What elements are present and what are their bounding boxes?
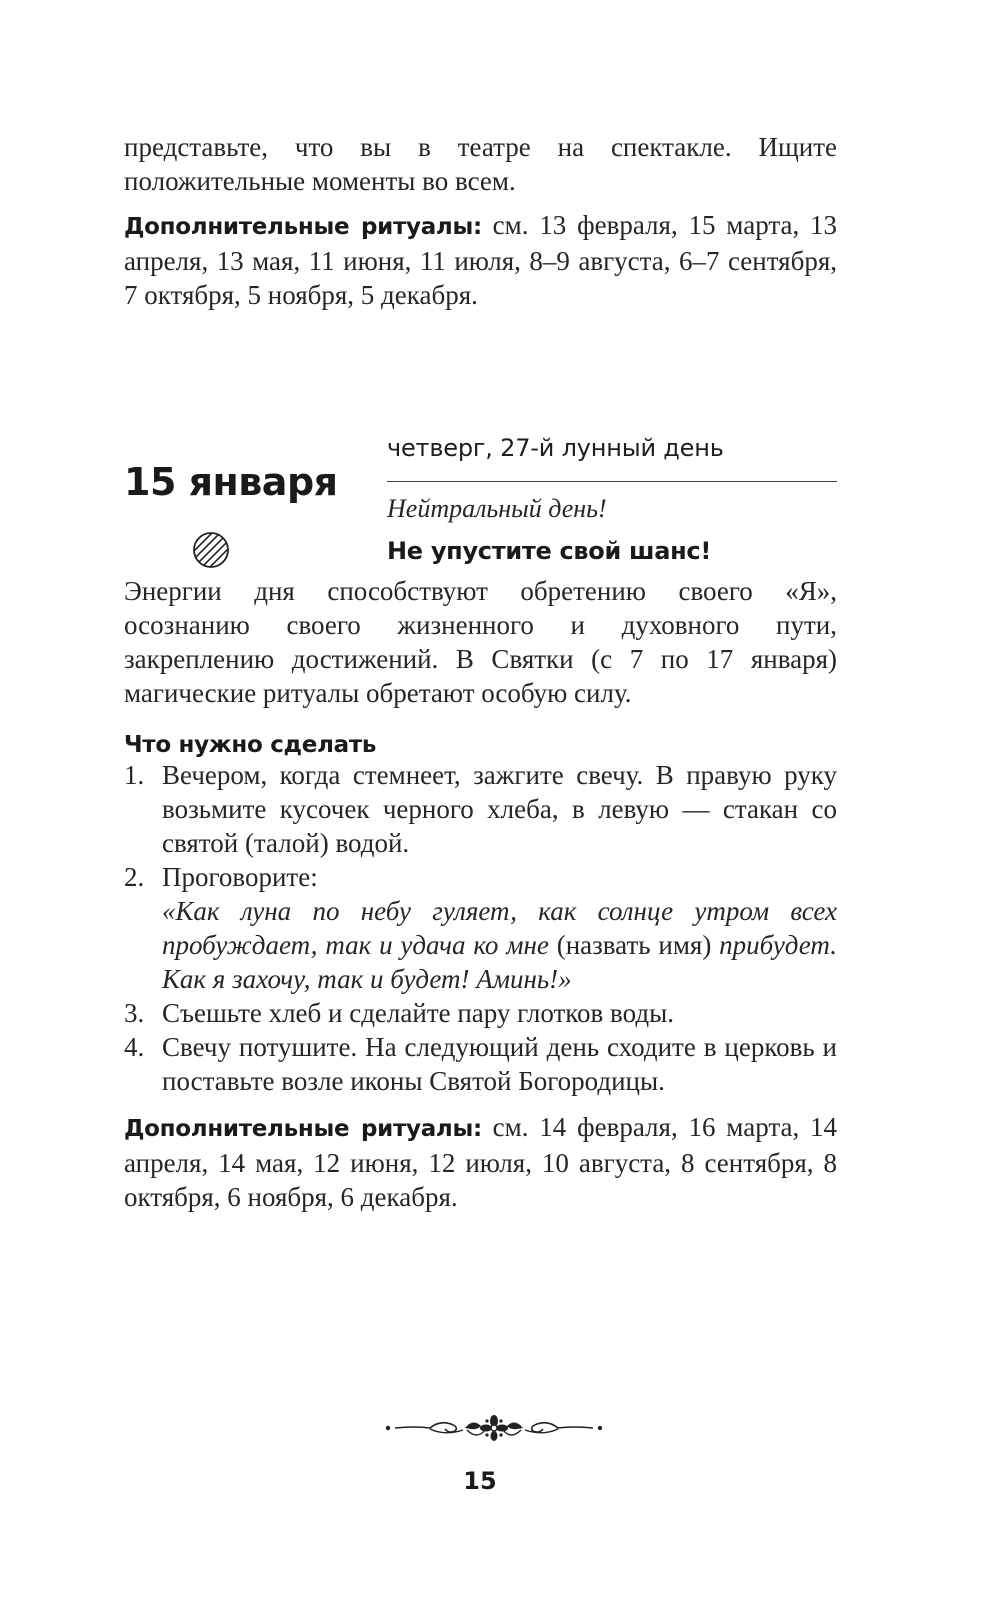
- intro-paragraph: [124, 574, 837, 710]
- rituals-label: Дополнительные ритуалы:: [124, 1116, 482, 1142]
- continuation-text: представьте, что вы в театре на спектакле. Ищите положительные моменты во всем.: [124, 132, 837, 196]
- step-number: 1.: [124, 760, 145, 790]
- step-text: Съешьте хлеб и сделайте пару глотков воды.: [162, 998, 674, 1028]
- floral-ornament-icon: [385, 1414, 603, 1442]
- additional-rituals-bottom: [124, 1110, 837, 1214]
- step-text: Проговорите:: [162, 862, 318, 892]
- rituals-dates: см. 13 февраля, 15 марта, 13 апреля, 13 мая, 11 июня, 11 июля, 8–9 августа, 6–7 сентября, 7 октября, 5 ноября, 5 декабря.: [124, 210, 837, 310]
- step-number: 3.: [124, 998, 145, 1028]
- quote-part-2: прибудет. Как я захочу, так и будет! Аминь!»: [162, 930, 837, 994]
- quote-name-placeholder: (назвать имя): [548, 930, 720, 960]
- step-number: 4.: [124, 1032, 145, 1062]
- additional-rituals-top: [124, 208, 837, 312]
- day-type: Нейтральный день!: [387, 494, 607, 523]
- step-number: 2.: [124, 862, 145, 892]
- list-item: [124, 758, 837, 860]
- entry-date: 15 января: [124, 460, 338, 504]
- continuation-paragraph: [124, 130, 837, 198]
- section-heading: Что нужно сделать: [124, 732, 377, 758]
- list-item: [124, 860, 837, 996]
- weekday-lunar-day: четверг, 27-й лунный день: [387, 434, 724, 462]
- rituals-label: Дополнительные ритуалы:: [124, 214, 482, 240]
- step-text: Свечу потушите. На следующий день сходите в церковь и поставьте возле иконы Святой Богородицы.: [162, 1032, 837, 1096]
- intro-text: Энергии дня способствуют обретению своего «Я», осознанию своего жизненного и духовного пути, закреплению достижений. В Святки (с 7 по 17 января) магические ритуалы обретают особую силу.: [124, 576, 837, 708]
- day-motto: Не упустите свой шанс!: [387, 537, 711, 565]
- list-item: [124, 996, 837, 1030]
- quote-part-1: «Как луна по небу гуляет, как солнце утром всех пробуждает, так и удача ко мне: [162, 896, 837, 960]
- list-item: [124, 1030, 837, 1098]
- incantation-quote: [162, 894, 837, 996]
- rituals-dates: см. 14 февраля, 16 марта, 14 апреля, 14 мая, 12 июня, 12 июля, 10 августа, 8 сентября, 8 октября, 6 ноября, 6 декабря.: [124, 1112, 837, 1212]
- header-divider: [387, 481, 837, 482]
- page-number: 15: [463, 1467, 497, 1495]
- hatched-circle-icon: [191, 530, 231, 570]
- step-text: Вечером, когда стемнеет, зажгите свечу. В правую руку возьмите кусочек черного хлеба, в левую — стакан со святой (талой) водой.: [162, 760, 837, 858]
